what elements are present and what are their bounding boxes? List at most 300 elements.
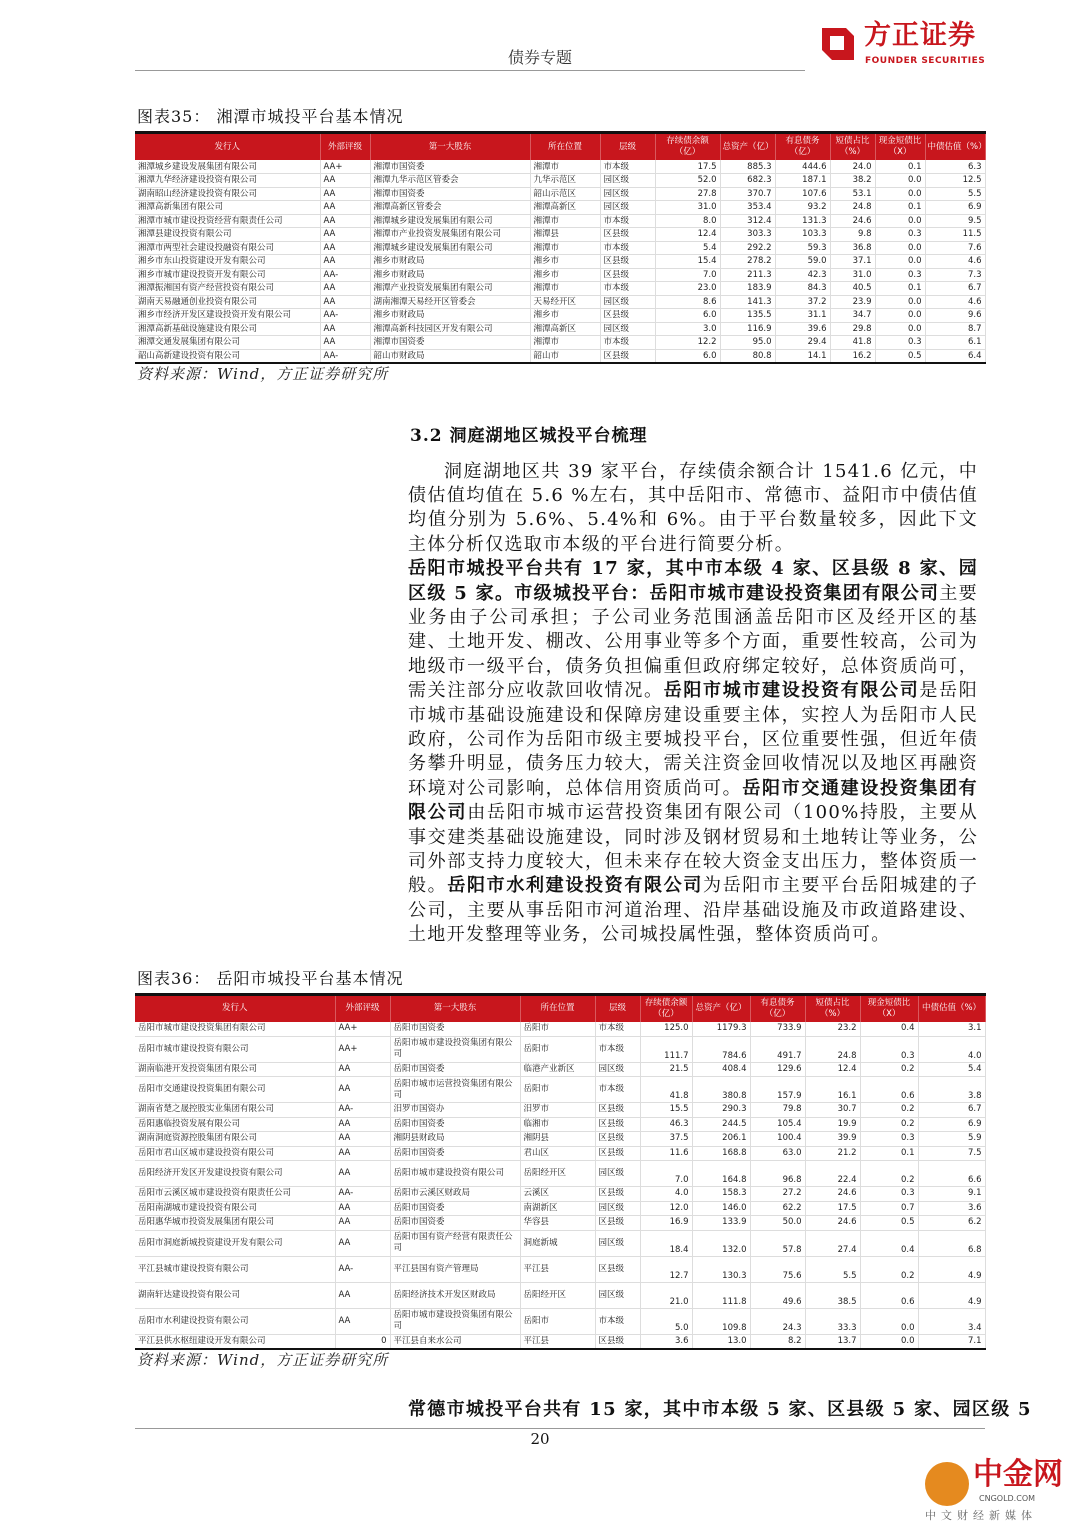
table-cell: 303.3 <box>720 228 775 242</box>
table-cell: 湘潭市两型社会建设投融资有限公司 <box>135 241 320 255</box>
table-cell: AA <box>320 322 370 336</box>
table-cell: 湖南湘潭天易经开区管委会 <box>370 295 530 309</box>
table-cell: 23.0 <box>655 282 720 296</box>
table-cell: 平江县供水枢纽建设开发有限公司 <box>135 1334 335 1349</box>
table-cell: 49.6 <box>750 1282 805 1308</box>
table-cell: 7.1 <box>918 1334 985 1349</box>
table-cell: 园区级 <box>600 295 655 309</box>
table-cell: 96.8 <box>750 1161 805 1187</box>
table-cell: 市本级 <box>600 336 655 350</box>
table35-source: 资料来源：Wind，方正证券研究所 <box>137 364 389 383</box>
table-cell: 21.0 <box>640 1282 692 1308</box>
table-cell: 12.5 <box>925 174 985 188</box>
table-cell: 84.3 <box>775 282 830 296</box>
table-cell: 38.2 <box>830 174 875 188</box>
table-cell: 9.5 <box>925 214 985 228</box>
table-cell: 59.3 <box>775 241 830 255</box>
table-cell: 湘潭市国资委 <box>370 336 530 350</box>
table-cell: 平江县国有资产管理局 <box>390 1256 520 1282</box>
table-cell: 24.6 <box>805 1216 860 1231</box>
table-cell: 岳阳南湖城市建设投资有限公司 <box>135 1201 335 1216</box>
column-header: 现金短债比（X） <box>860 994 918 1022</box>
column-header: 外部评级 <box>335 994 390 1022</box>
table-cell: 湘潭市 <box>530 241 600 255</box>
watermark-sub: 中文财经新媒体 <box>925 1509 1037 1522</box>
table-cell: 岳阳市国资委 <box>390 1062 520 1077</box>
table-cell: AA <box>335 1216 390 1231</box>
table-cell: 湘潭高新基础设施建设有限公司 <box>135 322 320 336</box>
table-cell: AA <box>335 1132 390 1147</box>
table-cell: 370.7 <box>720 187 775 201</box>
table-cell: 7.3 <box>925 268 985 282</box>
table-cell: 市本级 <box>600 241 655 255</box>
table-cell: AA <box>335 1282 390 1308</box>
table-cell: 312.4 <box>720 214 775 228</box>
table-row <box>135 1230 985 1256</box>
table-cell: 湘阴县财政局 <box>390 1132 520 1147</box>
table-cell: 园区级 <box>595 1282 640 1308</box>
column-header: 总资产（亿） <box>692 994 750 1022</box>
table-cell: 0.3 <box>875 228 925 242</box>
table-row <box>135 1187 985 1202</box>
table-cell: 292.2 <box>720 241 775 255</box>
table-cell: 12.4 <box>805 1062 860 1077</box>
table-cell: 0.1 <box>875 201 925 215</box>
table-cell: 韶山市 <box>530 349 600 363</box>
table-cell: 12.4 <box>655 228 720 242</box>
table-cell: 市本级 <box>600 282 655 296</box>
table-cell: 8.2 <box>750 1334 805 1349</box>
table-cell: 区县级 <box>600 349 655 363</box>
table-cell: 0.6 <box>860 1282 918 1308</box>
table-cell: 湘潭市 <box>530 160 600 174</box>
table-cell: 湘潭市 <box>530 282 600 296</box>
table-cell: 平江县城市建设投资有限公司 <box>135 1256 335 1282</box>
footer-divider <box>135 1428 985 1429</box>
table-cell: 湖南天易融通创业投资有限公司 <box>135 295 320 309</box>
table-row <box>135 1022 985 1037</box>
column-header: 发行人 <box>135 133 320 161</box>
column-header: 第一大股东 <box>370 133 530 161</box>
table-cell: 0.2 <box>860 1062 918 1077</box>
table-cell: 109.8 <box>692 1308 750 1334</box>
table-cell: 湖南洞庭资源控股集团有限公司 <box>135 1132 335 1147</box>
table-cell: 24.0 <box>830 160 875 174</box>
table-cell: 湘潭市城市建设投资经营有限责任公司 <box>135 214 320 228</box>
table-cell: 0.7 <box>860 1201 918 1216</box>
table-cell: 4.0 <box>640 1187 692 1202</box>
table36-title: 图表36： 岳阳市城投平台基本情况 <box>137 968 404 988</box>
table-row <box>135 322 985 336</box>
table-row <box>135 1161 985 1187</box>
founder-logo <box>818 20 988 70</box>
table-cell: 园区级 <box>595 1161 640 1187</box>
table-cell: 30.7 <box>805 1103 860 1118</box>
table-cell: 3.6 <box>640 1334 692 1349</box>
table-cell: 5.4 <box>655 241 720 255</box>
table-cell: AA <box>320 201 370 215</box>
table-cell: 岳阳市国资委 <box>390 1146 520 1161</box>
table-cell: 19.9 <box>805 1117 860 1132</box>
bottom-text: 常德市城投平台共有 15 家，其中市本级 5 家、区县级 5 家、园区级 5 <box>408 1398 1032 1420</box>
table-cell: 27.4 <box>805 1230 860 1256</box>
table-cell: 0.4 <box>860 1230 918 1256</box>
table35-body <box>135 160 985 363</box>
table-cell: AA <box>320 282 370 296</box>
table-cell: 12.7 <box>640 1256 692 1282</box>
table-cell: 云溪区 <box>520 1187 595 1202</box>
table-cell: 园区级 <box>600 174 655 188</box>
table-cell: 290.3 <box>692 1103 750 1118</box>
table-cell: 区县级 <box>595 1103 640 1118</box>
table-cell: 湘乡市财政局 <box>370 255 530 269</box>
table-cell: AA <box>320 255 370 269</box>
table-cell: 湘阴县 <box>520 1132 595 1147</box>
table-cell: 93.2 <box>775 201 830 215</box>
column-header: 中债估值（%） <box>925 133 985 161</box>
table-cell: 区县级 <box>595 1117 640 1132</box>
table-cell: 46.3 <box>640 1117 692 1132</box>
table-cell: 13.7 <box>805 1334 860 1349</box>
cngold-watermark <box>925 1458 1075 1526</box>
table-cell: 岳阳市洞庭新城投资建设开发有限公司 <box>135 1230 335 1256</box>
text-run: 为岳阳市主要平台岳阳城建的子公司，主要从事岳阳市河道治理、沿岸基础设施及市政道路建设、土地开发整理等业务，公司城投属性强，整体资质尚可。 <box>408 875 979 946</box>
table-cell: AA <box>320 228 370 242</box>
table-cell: 区县级 <box>595 1187 640 1202</box>
table-cell: 湘乡市 <box>530 309 600 323</box>
table-cell: 湘潭市 <box>530 336 600 350</box>
table-cell: 0.3 <box>875 336 925 350</box>
column-header: 有息债务（亿） <box>775 133 830 161</box>
table-cell: 洞庭新城 <box>520 1230 595 1256</box>
table-cell: 园区级 <box>600 187 655 201</box>
table-cell: 16.9 <box>640 1216 692 1231</box>
table-cell: 岳阳市城市建设投资集团有限公司 <box>390 1308 520 1334</box>
table-cell: 园区级 <box>600 322 655 336</box>
table-cell: 14.1 <box>775 349 830 363</box>
table-cell: 37.1 <box>830 255 875 269</box>
table-cell: 1179.3 <box>692 1022 750 1037</box>
column-header: 总资产（亿） <box>720 133 775 161</box>
table-cell: 6.1 <box>925 336 985 350</box>
table-cell: 区县级 <box>595 1146 640 1161</box>
table-cell: 市本级 <box>595 1077 640 1103</box>
table-cell: 0.5 <box>860 1216 918 1231</box>
column-header: 层级 <box>600 133 655 161</box>
table-cell: 0.2 <box>860 1117 918 1132</box>
text-run: 由岳阳市城市运营投资集团有限公司（100%持股，主要从事交建类基础设施建设，同时涉及钢材贸易和土地转让等业务，公司外部支持力度较大，但未来存在较大资金支出压力，整体资质一般。 <box>408 802 978 897</box>
table-cell: 125.0 <box>640 1022 692 1037</box>
table-cell: 区县级 <box>595 1216 640 1231</box>
table-row <box>135 1062 985 1077</box>
header-title: 债券专题 <box>507 48 572 67</box>
table-cell: 6.2 <box>918 1216 985 1231</box>
column-header: 发行人 <box>135 994 335 1022</box>
table-cell: AA <box>320 187 370 201</box>
table-row <box>135 160 985 174</box>
table-cell: 市本级 <box>600 214 655 228</box>
table-cell: 湘潭振湘国有资产经营投资有限公司 <box>135 282 320 296</box>
table36-body <box>135 1022 985 1349</box>
table-cell: 6.0 <box>655 309 720 323</box>
table-cell: 岳阳市城市建设投资集团有限公司 <box>390 1036 520 1062</box>
table-cell: 103.3 <box>775 228 830 242</box>
table-cell: 40.5 <box>830 282 875 296</box>
table-cell: 39.9 <box>805 1132 860 1147</box>
table-cell: AA <box>335 1077 390 1103</box>
table-cell: 31.0 <box>830 268 875 282</box>
table-cell: 湘潭九华经济建设投资有限公司 <box>135 174 320 188</box>
table-cell: 湘乡市 <box>530 255 600 269</box>
table-cell: 41.8 <box>830 336 875 350</box>
table-cell: 岳阳市云溪区财政局 <box>390 1187 520 1202</box>
table-cell: 临湘市 <box>520 1117 595 1132</box>
table-cell: 131.3 <box>775 214 830 228</box>
table-cell: 6.3 <box>925 160 985 174</box>
table-row <box>135 349 985 363</box>
table-cell: 50.0 <box>750 1216 805 1231</box>
table-cell: 岳阳市 <box>520 1308 595 1334</box>
table-cell: 平江县 <box>520 1334 595 1349</box>
table-cell: 7.5 <box>918 1146 985 1161</box>
table-cell: 24.8 <box>805 1036 860 1062</box>
table-cell: 6.4 <box>925 349 985 363</box>
table-cell: 116.9 <box>720 322 775 336</box>
table-cell: 3.0 <box>655 322 720 336</box>
table-cell: 园区级 <box>595 1230 640 1256</box>
table-cell: AA <box>335 1308 390 1334</box>
logo-text-en: FOUNDER SECURITIES <box>865 56 986 66</box>
table-cell: 3.8 <box>918 1077 985 1103</box>
table-cell: AA <box>335 1161 390 1187</box>
table-cell: 21.5 <box>640 1062 692 1077</box>
table-cell: 278.2 <box>720 255 775 269</box>
table-cell: 岳阳经济技术开发区财政局 <box>390 1282 520 1308</box>
table36 <box>135 993 986 1350</box>
table-cell: 6.0 <box>655 349 720 363</box>
table-cell: AA <box>320 214 370 228</box>
table-cell: 7.0 <box>640 1161 692 1187</box>
table-cell: 111.7 <box>640 1036 692 1062</box>
table-row <box>135 201 985 215</box>
table-cell: 7.6 <box>925 241 985 255</box>
table-row <box>135 1132 985 1147</box>
table-cell: 0.3 <box>860 1187 918 1202</box>
watermark-cn: 中金网 <box>973 1457 1063 1492</box>
table-cell: AA <box>320 174 370 188</box>
table-cell: 区县级 <box>600 255 655 269</box>
table-cell: 市本级 <box>595 1022 640 1037</box>
table-cell: 733.9 <box>750 1022 805 1037</box>
table-cell: 59.0 <box>775 255 830 269</box>
table-cell: 0.3 <box>860 1036 918 1062</box>
table-cell: 3.1 <box>918 1022 985 1037</box>
table-cell: 6.9 <box>925 201 985 215</box>
table-cell: 4.6 <box>925 295 985 309</box>
table-row <box>135 1256 985 1282</box>
table-cell: 38.5 <box>805 1282 860 1308</box>
table-cell: 0.0 <box>875 309 925 323</box>
bold-run: 岳阳市城投平台共有 17 家，其中市本级 4 家、区县级 8 家、园区级 5 家。市级城投平台：岳阳市城市建设投资集团有限公司 <box>408 558 978 604</box>
table-cell: 244.5 <box>692 1117 750 1132</box>
table-row <box>135 241 985 255</box>
table-cell: 0.1 <box>860 1146 918 1161</box>
table-cell: AA <box>335 1146 390 1161</box>
table36-header <box>135 994 985 1022</box>
table-cell: 29.4 <box>775 336 830 350</box>
table-cell: 岳阳市城市建设投资有限公司 <box>135 1036 335 1062</box>
table-cell: 75.6 <box>750 1256 805 1282</box>
table-cell: 5.5 <box>925 187 985 201</box>
table-cell: 0.2 <box>860 1161 918 1187</box>
body-text <box>408 460 978 948</box>
table-row <box>135 228 985 242</box>
table-row <box>135 295 985 309</box>
table-cell: 36.8 <box>830 241 875 255</box>
table-cell: 111.8 <box>692 1282 750 1308</box>
table-cell: 79.8 <box>750 1103 805 1118</box>
table-cell: 0.0 <box>875 241 925 255</box>
table-cell: 0.0 <box>875 187 925 201</box>
table-cell: 784.6 <box>692 1036 750 1062</box>
table-cell: 湘乡市 <box>530 268 600 282</box>
table-cell: 华容县 <box>520 1216 595 1231</box>
table-cell: AA- <box>320 309 370 323</box>
column-header: 中债估值（%） <box>918 994 985 1022</box>
table35 <box>135 131 986 364</box>
table-row <box>135 1308 985 1334</box>
table-cell: 682.3 <box>720 174 775 188</box>
table-cell: 23.9 <box>830 295 875 309</box>
table-cell: 187.1 <box>775 174 830 188</box>
table-cell: AA+ <box>335 1036 390 1062</box>
table-cell: 157.9 <box>750 1077 805 1103</box>
table-cell: AA+ <box>320 160 370 174</box>
column-header: 所在位置 <box>530 133 600 161</box>
table-cell: 107.6 <box>775 187 830 201</box>
table-cell: 湘乡市财政局 <box>370 309 530 323</box>
table-cell: 29.8 <box>830 322 875 336</box>
table-cell: 7.0 <box>655 268 720 282</box>
table-row <box>135 1146 985 1161</box>
bold-run: 岳阳市交通建设投资集团有限公司 <box>408 777 978 824</box>
table-row <box>135 1216 985 1231</box>
page-number: 20 <box>530 1429 550 1448</box>
table-cell: AA <box>335 1230 390 1256</box>
table-cell: 31.1 <box>775 309 830 323</box>
table-cell: 0 <box>335 1334 390 1349</box>
table-cell: 33.3 <box>805 1308 860 1334</box>
table-cell: 岳阳市水利建设投资有限公司 <box>135 1308 335 1334</box>
table-cell: 区县级 <box>595 1256 640 1282</box>
table-row <box>135 1334 985 1349</box>
table-cell: 41.8 <box>640 1077 692 1103</box>
table-cell: 湘潭县建设投资有限公司 <box>135 228 320 242</box>
table-row <box>135 309 985 323</box>
table-cell: 5.4 <box>918 1062 985 1077</box>
table-cell: 区县级 <box>595 1334 640 1349</box>
table-cell: 4.9 <box>918 1256 985 1282</box>
table-cell: 0.5 <box>875 349 925 363</box>
table-cell: 湘潭高新集团有限公司 <box>135 201 320 215</box>
table-cell: AA <box>320 336 370 350</box>
table-cell: 平江县 <box>520 1256 595 1282</box>
table-cell: 9.1 <box>918 1187 985 1202</box>
table-cell: AA <box>320 295 370 309</box>
table-cell: 0.0 <box>875 174 925 188</box>
column-header: 所在位置 <box>520 994 595 1022</box>
table-cell: 湘潭城乡建设发展集团有限公司 <box>370 214 530 228</box>
table-cell: 63.0 <box>750 1146 805 1161</box>
table-cell: 6.9 <box>918 1117 985 1132</box>
table-row <box>135 1103 985 1118</box>
table-cell: 市本级 <box>595 1308 640 1334</box>
table-row <box>135 1036 985 1062</box>
table-cell: 132.0 <box>692 1230 750 1256</box>
table-cell: 380.8 <box>692 1077 750 1103</box>
table-cell: 8.0 <box>655 214 720 228</box>
table-cell: 岳阳经开区 <box>520 1282 595 1308</box>
table-cell: 34.7 <box>830 309 875 323</box>
table-cell: 12.0 <box>640 1201 692 1216</box>
table-cell: 22.4 <box>805 1161 860 1187</box>
table-cell: 天易经开区 <box>530 295 600 309</box>
table-cell: AA- <box>335 1256 390 1282</box>
table-cell: 0.0 <box>875 322 925 336</box>
table-cell: 湘潭市国资委 <box>370 187 530 201</box>
table-cell: 52.0 <box>655 174 720 188</box>
table-cell: 27.8 <box>655 187 720 201</box>
watermark-en: CNGOLD.COM <box>979 1494 1036 1503</box>
column-header: 有息债务（亿） <box>750 994 805 1022</box>
table-cell: 九华示范区 <box>530 174 600 188</box>
column-header: 层级 <box>595 994 640 1022</box>
table-cell: 湘潭市国资委 <box>370 160 530 174</box>
table-cell: 6.6 <box>918 1161 985 1187</box>
table-cell: 岳阳市国资委 <box>390 1117 520 1132</box>
cngold-logo-icon <box>925 1462 969 1506</box>
table-cell: AA+ <box>335 1022 390 1037</box>
table-cell: 0.4 <box>860 1022 918 1037</box>
table-cell: 444.6 <box>775 160 830 174</box>
table-cell: 5.9 <box>918 1132 985 1147</box>
table-cell: 211.3 <box>720 268 775 282</box>
table-cell: 南湖新区 <box>520 1201 595 1216</box>
table35-title: 图表35： 湘潭市城投平台基本情况 <box>137 107 404 126</box>
table-cell: 146.0 <box>692 1201 750 1216</box>
table-cell: 11.6 <box>640 1146 692 1161</box>
table-cell: 岳阳市 <box>520 1022 595 1037</box>
table-cell: 园区级 <box>595 1062 640 1077</box>
table-cell: 39.6 <box>775 322 830 336</box>
table-cell: 园区级 <box>600 201 655 215</box>
table-cell: 湘潭高新科技园区开发有限公司 <box>370 322 530 336</box>
table-cell: 湘潭城乡建设发展集团有限公司 <box>135 160 320 174</box>
table-cell: 141.3 <box>720 295 775 309</box>
table-cell: 岳阳市国资委 <box>390 1216 520 1231</box>
table-cell: 8.6 <box>655 295 720 309</box>
table-row <box>135 255 985 269</box>
table-cell: 27.2 <box>750 1187 805 1202</box>
page-content <box>135 106 1032 1449</box>
table-cell: 0.1 <box>875 160 925 174</box>
table-cell: AA <box>335 1117 390 1132</box>
table-cell: 湘乡市经济开发区建设投资开发有限公司 <box>135 309 320 323</box>
column-header: 存续债余额（亿） <box>640 994 692 1022</box>
table-cell: 5.0 <box>640 1308 692 1334</box>
table-row <box>135 282 985 296</box>
table-cell: 53.1 <box>830 187 875 201</box>
